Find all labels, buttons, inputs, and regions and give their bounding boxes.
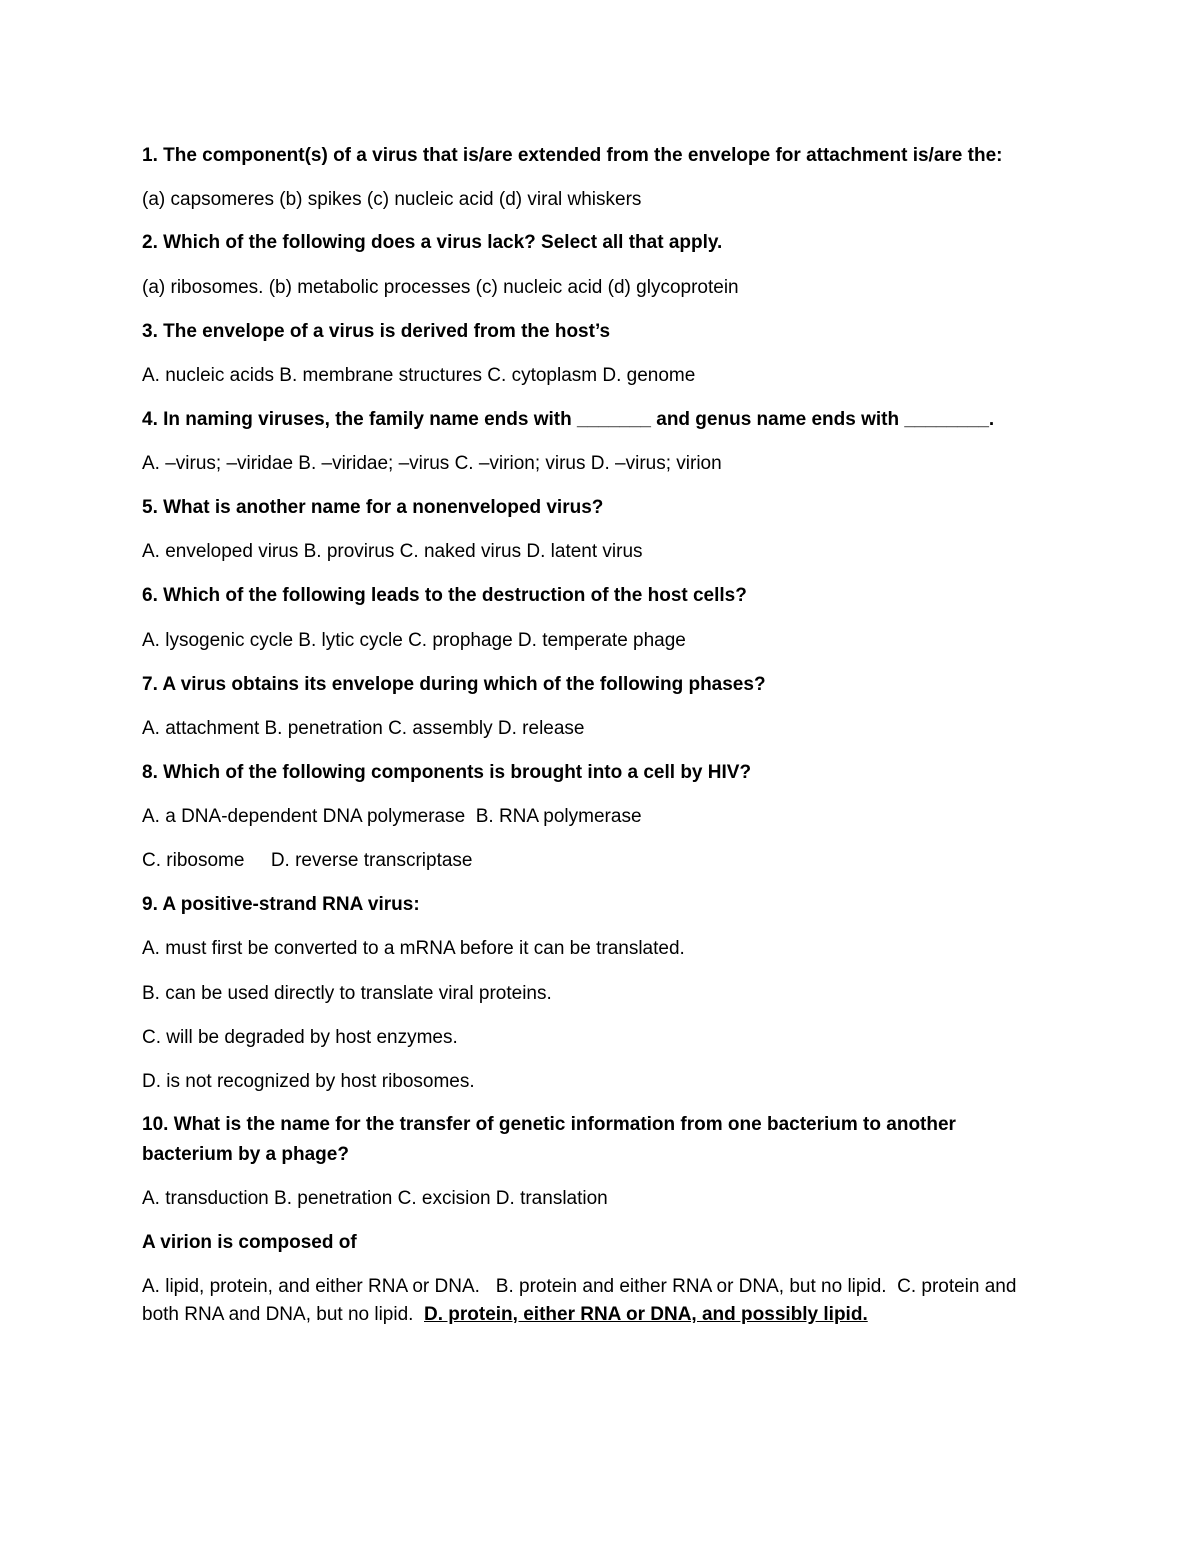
question-5-options: A. enveloped virus B. provirus C. naked virus D. latent virus	[142, 541, 643, 562]
question-9-option-b: B. can be used directly to translate viral proteins.	[142, 983, 552, 1004]
question-6: 6. Which of the following leads to the destruction of the host cells?	[142, 585, 747, 606]
question-7: 7. A virus obtains its envelope during which of the following phases?	[142, 674, 766, 695]
question-4-options: A. –virus; –viridae B. –viridae; –virus C. –virion; virus D. –virus; virion	[142, 453, 722, 474]
question-11-options-line1: A. lipid, protein, and either RNA or DNA. B. protein and either RNA or DNA, but no lipid. C. protein and	[142, 1276, 1017, 1297]
question-4: 4. In naming viruses, the family name ends with _______ and genus name ends with ________.	[142, 409, 995, 430]
question-3: 3. The envelope of a virus is derived from the host’s	[142, 321, 611, 342]
question-3-options: A. nucleic acids B. membrane structures C. cytoplasm D. genome	[142, 365, 696, 386]
question-1: 1. The component(s) of a virus that is/are extended from the envelope for attachment is/are the:	[142, 145, 1003, 166]
question-9-option-c: C. will be degraded by host enzymes.	[142, 1027, 458, 1048]
question-1-options: (a) capsomeres (b) spikes (c) nucleic acid (d) viral whiskers	[142, 189, 642, 210]
question-8-options-line2: C. ribosome D. reverse transcriptase	[142, 850, 473, 871]
question-7-options: A. attachment B. penetration C. assembly D. release	[142, 718, 585, 739]
question-2-options: (a) ribosomes. (b) metabolic processes (c) nucleic acid (d) glycoprotein	[142, 277, 739, 298]
question-9-option-d: D. is not recognized by host ribosomes.	[142, 1071, 475, 1092]
question-8-options-line1: A. a DNA-dependent DNA polymerase B. RNA polymerase	[142, 806, 642, 827]
question-10-options: A. transduction B. penetration C. excision D. translation	[142, 1188, 608, 1209]
question-5: 5. What is another name for a nonenveloped virus?	[142, 497, 604, 518]
answer-key-option-d: D. protein, either RNA or DNA, and possibly lipid.	[424, 1304, 868, 1325]
question-2: 2. Which of the following does a virus lack? Select all that apply.	[142, 232, 723, 253]
question-8: 8. Which of the following components is brought into a cell by HIV?	[142, 762, 752, 783]
question-9-option-a: A. must first be converted to a mRNA before it can be translated.	[142, 938, 685, 959]
question-11-option-c-tail: both RNA and DNA, but no lipid.	[142, 1304, 414, 1325]
question-11-options-line2	[142, 1301, 868, 1329]
question-9: 9. A positive-strand RNA virus:	[142, 894, 420, 915]
question-10-line2: bacterium by a phage?	[142, 1144, 349, 1165]
question-10-line1: 10. What is the name for the transfer of genetic information from one bacterium to another	[142, 1114, 956, 1135]
question-6-options: A. lysogenic cycle B. lytic cycle C. prophage D. temperate phage	[142, 630, 686, 651]
question-11: A virion is composed of	[142, 1232, 357, 1253]
